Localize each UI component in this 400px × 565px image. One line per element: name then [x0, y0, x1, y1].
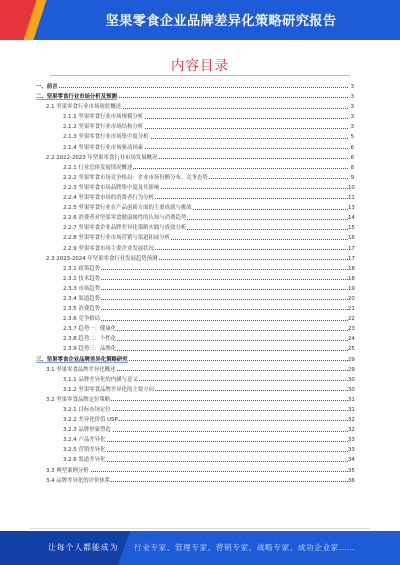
toc-page-number: 33 [348, 435, 354, 445]
toc-entry-text: 2.3 2023-2024 年坚果零食行业发展趋势预测 [46, 254, 158, 264]
toc-entry-text: 2.2.8 坚果零食行业市场营销与渠道拓展分析 [63, 233, 171, 243]
toc-entry-text: 2.2.4 坚果零食市场的消费者行为分析 [63, 193, 155, 203]
toc-page-number: 18 [348, 264, 354, 274]
toc-entry[interactable] [36, 132, 354, 142]
toc-entry[interactable] [36, 425, 354, 435]
toc-leader-dots [63, 289, 348, 290]
toc-entry[interactable] [36, 284, 354, 294]
toc-entry-text: 2.3.6 竞争格局 [63, 314, 101, 324]
toc-page-number: 8 [348, 163, 354, 173]
toc-entry-text: 三、坚果零食企业品牌差异化策略研究 [36, 355, 129, 365]
toc-entry-text: 3.2.2 差异化价值 USP [63, 415, 119, 425]
toc-page-number: 17 [348, 244, 354, 254]
toc-entry[interactable] [36, 173, 354, 183]
toc-page-number: 31 [348, 405, 354, 415]
toc-entry-text: 2.1.2 坚果零食行业市场结构分析 [63, 122, 144, 132]
toc-entry[interactable] [36, 365, 354, 375]
toc-page-number: 31 [348, 395, 354, 405]
toc-page-number: 30 [348, 375, 354, 385]
toc-entry[interactable] [36, 476, 354, 486]
toc-entry-text: 3.2.1 目标市场定位 [63, 405, 112, 415]
toc-entry[interactable] [36, 183, 354, 193]
toc-entry-text: 2.3.3 市场趋势 [63, 284, 101, 294]
footer-band [0, 531, 400, 565]
toc-entry[interactable] [36, 334, 354, 344]
toc-page-number: 5 [348, 132, 354, 142]
toc-page-number: 25 [348, 344, 354, 354]
toc-entry-text: 2.2.6 消费者对坚果零食健康属性的认知与消费趋势 [63, 213, 187, 223]
toc-entry-text: 二、坚果零食行业市场分析及预测 [36, 92, 118, 102]
toc-entry-text: 2.3.7 趋势一：健康化 [63, 324, 117, 334]
toc-entry-text: 2.2.5 坚果零食行业在产品创新方面的主要成就与挑战 [63, 203, 193, 213]
toc-page-number: 13 [348, 203, 354, 213]
toc-entry[interactable] [36, 82, 354, 92]
toc-page-number: 33 [348, 445, 354, 455]
toc-entry-text: 3.1 坚果零食品牌差异化概述 [46, 365, 117, 375]
toc-entry[interactable] [36, 92, 354, 102]
toc-leader-dots [36, 87, 348, 88]
toc-page-number: 15 [348, 223, 354, 233]
toc-leader-dots [46, 471, 348, 472]
toc-entry-text: 2.3.8 趋势二：个性化 [63, 334, 117, 344]
toc-entry[interactable] [36, 445, 354, 455]
toc-entry[interactable] [36, 233, 354, 243]
toc-entry[interactable] [36, 395, 354, 405]
toc-page-number: 17 [348, 254, 354, 264]
toc-entry[interactable] [36, 122, 354, 132]
toc-entry[interactable] [36, 143, 354, 153]
toc-entry-text: 2.2.3 坚果零食市场品牌集中度及其影响 [63, 183, 160, 193]
toc-entry[interactable] [36, 274, 354, 284]
toc-entry-text: 2.2.7 坚果零食企业品牌差异化策略实践与成效分析 [63, 223, 187, 233]
toc-entry[interactable] [36, 355, 354, 365]
toc-page-number: 10 [348, 183, 354, 193]
toc-entry-text: 2.2.1 行业总体发展情况概述 [63, 163, 133, 173]
table-of-contents [36, 82, 354, 486]
toc-entry-text: 2.1.4 坚果零食行业市场驱动因素 [63, 143, 144, 153]
toc-page-number: 36 [348, 476, 354, 486]
toc-page-number: 21 [348, 304, 354, 314]
toc-entry-text: 3.2 坚果零食品牌定位策略 [46, 395, 111, 405]
toc-leader-dots [63, 269, 348, 270]
toc-entry[interactable] [36, 203, 354, 213]
toc-entry-text: 3.3 典型案例分析 [46, 466, 90, 476]
toc-page-number: 9 [348, 173, 354, 183]
toc-page-number: 35 [348, 466, 354, 476]
toc-entry[interactable] [36, 213, 354, 223]
toc-leader-dots [63, 279, 348, 280]
toc-entry-text: 2.3.1 政策趋势 [63, 264, 101, 274]
footer-slogan-left: 让每个人都能成为 [48, 543, 119, 552]
toc-page-number: 29 [348, 365, 354, 375]
toc-entry-text: 2.3.5 消费趋势 [63, 304, 101, 314]
toc-page-number: 6 [348, 143, 354, 153]
toc-page-number: 32 [348, 425, 354, 435]
toc-entry-text: 3.2.3 品牌形象塑造 [63, 425, 112, 435]
toc-entry[interactable] [36, 435, 354, 445]
toc-page-number: 3 [348, 82, 354, 92]
toc-entry-text: 2.3.2 技术趋势 [63, 274, 101, 284]
toc-entry[interactable] [36, 153, 354, 163]
toc-entry-text: 3.2.6 渠道差异化 [63, 455, 106, 465]
toc-entry[interactable] [36, 385, 354, 395]
toc-heading-divider [50, 75, 350, 76]
toc-entry-text: 3.2.5 营销差异化 [63, 445, 106, 455]
toc-page-number: 32 [348, 415, 354, 425]
toc-entry-text: 2.2.9 坚果零食市场主要企业发展状况 [63, 244, 155, 254]
toc-entry[interactable] [36, 264, 354, 274]
toc-page-number: 23 [348, 324, 354, 334]
toc-page-number: 19 [348, 284, 354, 294]
toc-entry[interactable] [36, 304, 354, 314]
toc-entry-text: 3.4 品牌差异化的评价体系 [46, 476, 111, 486]
header-band [0, 0, 400, 40]
report-title: 坚果零食企业品牌差异化策略研究报告 [105, 14, 337, 29]
toc-leader-dots [63, 299, 348, 300]
footer-slogan-right: 行业专家、管理专家、营销专家、战略专家、成功企业家…… [134, 543, 356, 552]
toc-entry-text: 2.1.1 坚果零食行业市场规模分析 [63, 112, 144, 122]
toc-leader-dots [63, 309, 348, 310]
toc-entry-text: 2.1 坚果零食行业市场现状概述 [46, 102, 122, 112]
toc-entry[interactable] [36, 415, 354, 425]
toc-entry-text: 3.1.1 品牌差异化的内涵与意义 [63, 375, 139, 385]
toc-page-number: 22 [348, 314, 354, 324]
toc-entry[interactable] [36, 163, 354, 173]
toc-entry-text: 3.2.4 产品差异化 [63, 435, 106, 445]
toc-entry[interactable] [36, 466, 354, 476]
toc-entry[interactable] [36, 193, 354, 203]
toc-entry-text: 一、前言 [36, 82, 59, 92]
toc-page-number: 3 [348, 92, 354, 102]
toc-page-number: 16 [348, 233, 354, 243]
toc-entry[interactable] [36, 405, 354, 415]
toc-entry[interactable] [36, 455, 354, 465]
toc-page-number: 3 [348, 122, 354, 132]
toc-entry[interactable] [36, 344, 354, 354]
toc-page-number: 11 [348, 193, 354, 203]
toc-page-number: 30 [348, 385, 354, 395]
toc-entry-text: 3.1.2 坚果零食品牌差异化的主要方向 [63, 385, 155, 395]
toc-entry[interactable] [36, 324, 354, 334]
toc-entry[interactable] [36, 112, 354, 122]
toc-entry-text: 2.2 2022-2023 年坚果零食行业市场发展概况 [46, 153, 158, 163]
toc-page-number: 3 [348, 102, 354, 112]
footer-divider [30, 528, 370, 529]
toc-entry[interactable] [36, 102, 354, 112]
toc-page-number: 14 [348, 213, 354, 223]
toc-entry-text: 2.3.4 渠道趋势 [63, 294, 101, 304]
toc-entry[interactable] [36, 223, 354, 233]
toc-page-number: 34 [348, 455, 354, 465]
toc-page-number: 18 [348, 274, 354, 284]
toc-leader-dots [63, 320, 348, 321]
toc-page-number: 20 [348, 294, 354, 304]
toc-entry[interactable] [36, 254, 354, 264]
toc-heading: 内容目录 [171, 58, 229, 74]
toc-entry[interactable] [36, 244, 354, 254]
toc-entry[interactable] [36, 294, 354, 304]
toc-page-number: 6 [348, 153, 354, 163]
toc-entry-text: 2.2.2 坚果零食市场竞争格局：企业市场份额分布、竞争态势 [63, 173, 209, 183]
toc-page-number: 3 [348, 112, 354, 122]
toc-entry-text: 2.1.3 坚果零食行业市场集中度分析 [63, 132, 150, 142]
toc-page-number: 29 [348, 355, 354, 365]
toc-entry-text: 2.3.9 趋势三：品牌化 [63, 344, 117, 354]
toc-entry[interactable] [36, 314, 354, 324]
toc-entry[interactable] [36, 375, 354, 385]
toc-page-number: 24 [348, 334, 354, 344]
